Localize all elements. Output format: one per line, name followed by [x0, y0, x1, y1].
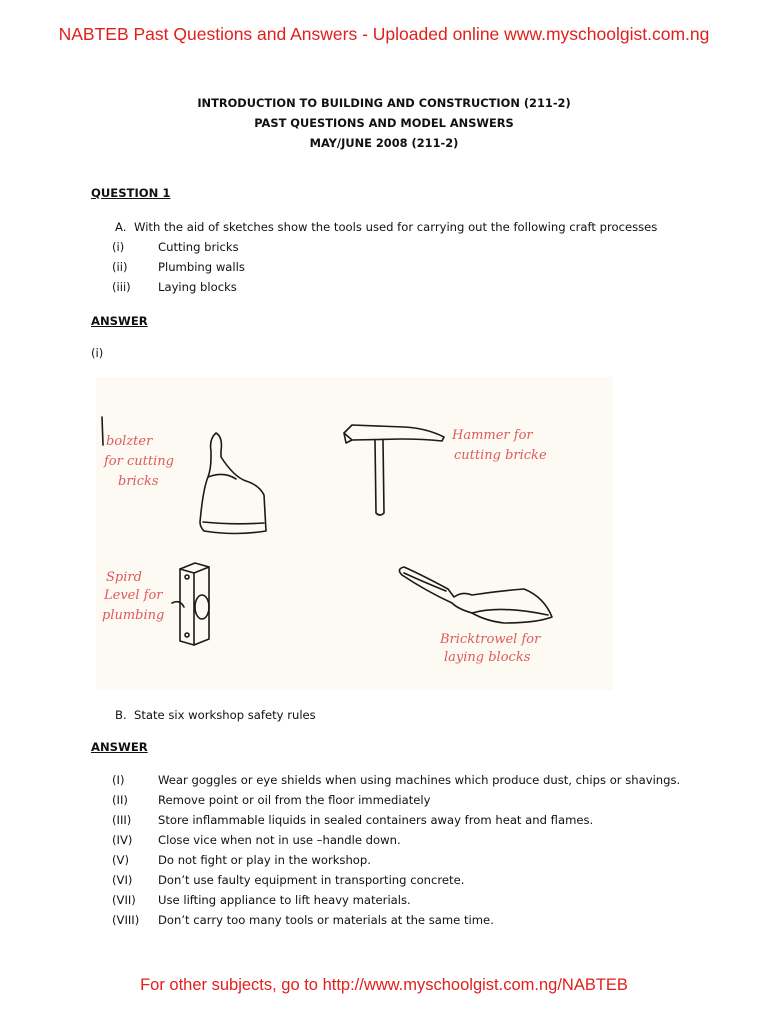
- pencil-mark: [102, 417, 103, 445]
- rule-text: Wear goggles or eye shields when using machines which produce dust, chips or shavings.: [158, 773, 681, 787]
- rule-num: (I): [112, 773, 125, 787]
- hammer-label-line: Hammer for: [452, 428, 533, 443]
- level-label-line: plumbing: [102, 608, 165, 623]
- title-line-2: PAST QUESTIONS AND MODEL ANSWERS: [254, 116, 514, 130]
- part-a-item-num: (ii): [112, 260, 128, 274]
- rule-text: Store inflammable liquids in sealed containers away from heat and flames.: [158, 813, 594, 827]
- trowel-label-line: laying blocks: [444, 650, 531, 665]
- document-title: [0, 93, 768, 153]
- part-a-item-text: Laying blocks: [158, 280, 237, 294]
- brick-trowel-icon: [399, 567, 552, 623]
- level-label-line: Spird: [106, 570, 142, 585]
- answer-heading: ANSWER: [91, 740, 148, 754]
- part-a-text: With the aid of sketches show the tools used for carrying out the following craft processes: [134, 220, 658, 234]
- part-a-item-num: (i): [112, 240, 125, 254]
- answer-heading: ANSWER: [91, 314, 148, 328]
- part-b-text: State six workshop safety rules: [134, 708, 316, 722]
- title-line-1: INTRODUCTION TO BUILDING AND CONSTRUCTION (211-2): [197, 96, 571, 110]
- rule-text: Use lifting appliance to lift heavy materials.: [158, 893, 411, 907]
- rule-text: Close vice when not in use –handle down.: [158, 833, 401, 847]
- bolster-label-line: bricks: [118, 474, 159, 489]
- part-a-item-text: Plumbing walls: [158, 260, 245, 274]
- rule-num: (IV): [112, 833, 133, 847]
- rule-text: Don’t use faulty equipment in transporting concrete.: [158, 873, 465, 887]
- bolster-label-line: bolzter: [106, 434, 153, 449]
- part-b-label: B.: [115, 708, 127, 722]
- hammer-icon: [344, 425, 444, 515]
- tools-sketch-drawing: [96, 377, 613, 690]
- footer-banner: For other subjects, go to http://www.myschoolgist.com.ng/NABTEB: [140, 976, 628, 994]
- rule-text: Don’t carry too many tools or materials at the same time.: [158, 913, 494, 927]
- sketch-annotations: [102, 428, 547, 665]
- title-line-3: MAY/JUNE 2008 (211-2): [309, 136, 459, 150]
- bolster-icon: [200, 433, 266, 534]
- bolster-label-line: for cutting: [104, 454, 174, 469]
- level-label-line: Level for: [104, 588, 163, 603]
- rule-text: Remove point or oil from the floor immediately: [158, 793, 431, 807]
- part-a-label: A.: [115, 220, 127, 234]
- part-a-item-num: (iii): [112, 280, 131, 294]
- rule-num: (VII): [112, 893, 136, 907]
- rule-num: (III): [112, 813, 132, 827]
- rule-num: (VI): [112, 873, 133, 887]
- tools-sketch: [96, 377, 613, 690]
- question-heading: QUESTION 1: [91, 186, 171, 200]
- hammer-label-line: cutting bricke: [454, 448, 547, 463]
- rule-num: (II): [112, 793, 128, 807]
- spirit-level-icon: [172, 563, 209, 645]
- answer-sub-label: (i): [91, 346, 104, 360]
- part-a-item-text: Cutting bricks: [158, 240, 239, 254]
- trowel-label-line: Bricktrowel for: [440, 632, 541, 647]
- header-banner: NABTEB Past Questions and Answers - Uploaded online www.myschoolgist.com.ng: [58, 24, 710, 44]
- rule-num: (VIII): [112, 913, 140, 927]
- rule-num: (V): [112, 853, 129, 867]
- rule-text: Do not fight or play in the workshop.: [158, 853, 371, 867]
